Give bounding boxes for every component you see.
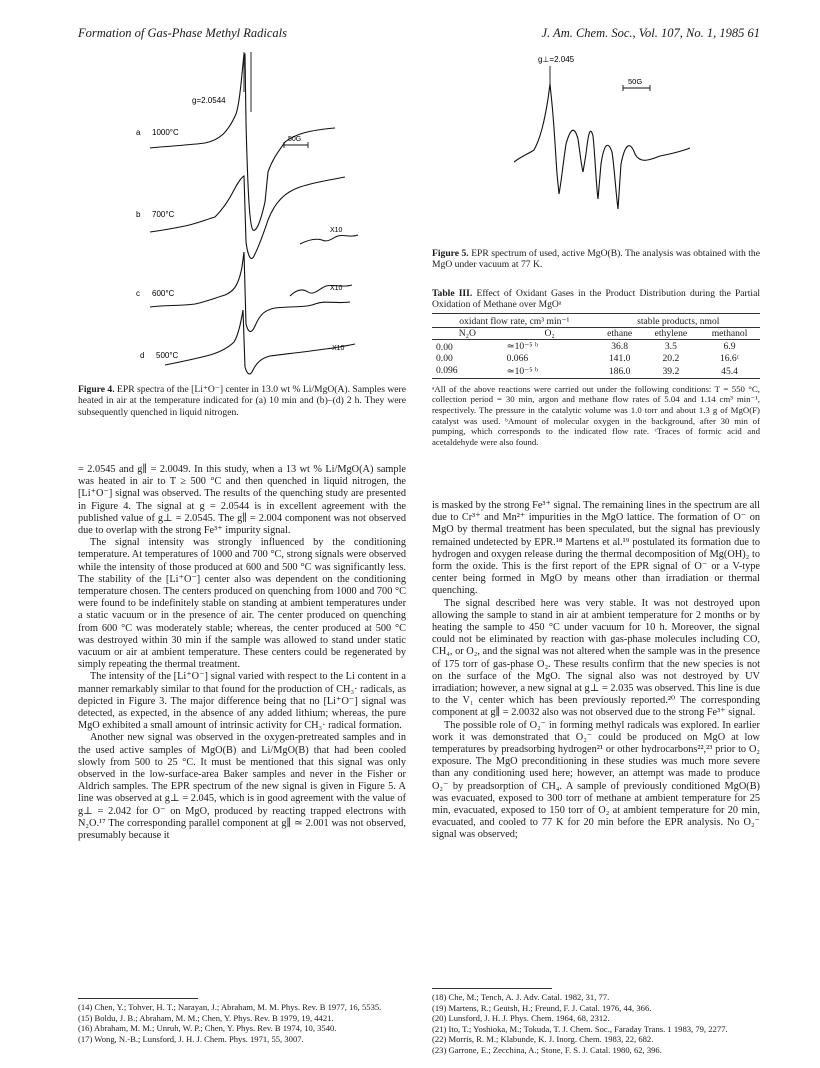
table-cell: 0.00 — [436, 342, 453, 354]
trace-b-x10-line — [300, 235, 358, 244]
trace-b-letter: b — [136, 210, 141, 219]
reference-item: (23) Garrone, E.; Zecchina, A.; Stone, F. S. J. Catal. 1980, 62, 396. — [432, 1044, 662, 1055]
figure-4-epr-spectra — [110, 52, 380, 387]
table-3-header-cell: methanol — [699, 328, 760, 340]
figure-4-caption-label: Figure 4. — [78, 384, 115, 395]
trace-b-temp: 700°C — [152, 210, 175, 219]
trace-d-letter: d — [140, 351, 145, 360]
table-row — [432, 340, 760, 354]
figure-4-caption — [78, 384, 406, 418]
paragraph: = 2.0545 and g∥ = 2.0049. In this study, when a 13 wt % Li/MgO(A) sample was heated in air to T ≥ 500 °C and then quenched in liquid nitrogen, the [Li⁺O⁻] signal was observed. The results of the quenching study are presented in Figure 4. The signal at g = 2.0544 is in excellent agreement with the published value of g⊥ = 2.0545. The g∥ = 2.004 component was not observed due to overlap with the strong Fe³⁺ impurity signal. — [78, 464, 406, 537]
table-3-title-text: Effect of Oxidant Gases in the Product Distribution during the Partial Oxidation of Methane over MgOᵃ — [432, 288, 761, 311]
table-3-grid — [432, 313, 760, 379]
paragraph: The possible role of O₂⁻ in forming methyl radicals was explored. In earlier work it was demonstrated that O₂⁻ could be produced on MgO at low temperatures by preadsorbing hydrogen²¹ or other hydrocarbons²²,²³ prior to O₂ exposure. The MgO preconditioning in these studies was much more severe than any conditioning used here; however, an attempt was made to produce O₂⁻ by preadsorption of CH₄. A sample of previously conditioned MgO(B) was evacuated, exposed to 300 torr of methane at ambient temperature for 25 min, evacuated, exposed to 150 torr of O₂ at ambient temperature for 20 min, evacuated, and cooled to 77 K for 20 min before the EPR analysis. No O₂⁻ signal was observed; — [432, 719, 760, 841]
table-cell: 16.6ᶜ — [719, 353, 740, 365]
trace-a-temp: 1000°C — [152, 128, 179, 137]
trace-a-letter: a — [136, 128, 141, 137]
table-row — [432, 365, 760, 379]
trace-d-line — [165, 310, 355, 374]
figure-5-scale-label: 50G — [628, 77, 643, 86]
table-3-header-cell: N₂O — [432, 328, 503, 340]
footnote-rule-right — [432, 988, 552, 989]
reference-item: (19) Martens, R.; Geutsh, H.; Freund, F. J. Catal. 1976, 44, 366. — [432, 1002, 652, 1013]
trace-a-line — [150, 54, 335, 230]
trace-b-line — [150, 176, 345, 258]
figure-5-epr-spectrum — [500, 44, 700, 244]
table-cell: 20.2 — [662, 353, 680, 365]
paragraph: Another new signal was observed in the oxygen-pretreated samples and in the used active samples of MgO(B) and Li/MgO(B) that had been cooled slowly from 500 to 25 °C. It must be mentioned that this signal was only observed in the low-surface-area Baker samples and never in the Fisher or Aldrich samples. The EPR spectrum of the new signal is given in Figure 5. A line was observed at g⊥ = 2.045, which is in good agreement with the value of g⊥ = 2.042 for O⁻ on MgO, produced by reacting trapped electrons with N₂O.¹⁷ The corresponding parallel component at g∥ ≃ 2.001 was not observed, presumably because it — [78, 732, 406, 842]
table-cell: 141.0 — [608, 353, 631, 365]
table-cell: 0.096 — [432, 365, 503, 379]
trace-d-gain: X10 — [332, 345, 345, 352]
table-3-group-header-oxidant: oxidant flow rate, cm³ min⁻¹ — [432, 313, 597, 327]
table-cell: 36.8 — [611, 341, 629, 353]
right-column-body — [432, 500, 760, 842]
running-header-title: Formation of Gas-Phase Methyl Radicals — [78, 26, 287, 40]
paragraph: The signal intensity was strongly influenced by the conditioning temperature. At temperatures of 1000 and 700 °C, strong signals were observed while the intensity of those produced at 600 and 500 °C was significantly less. The stability of the [Li⁺O⁻] center also was dependent on the conditioning temperature chosen. The centers produced on quenching from 1000 and 700 °C were found to be indefinitely stable on standing at ambient temperatures under a static vacuum or in the presence of air. The center produced on quenching from 600 °C was moderately stable; whereas, the center produced at 500 °C was destroyed within 30 min if the sample was allowed to stand under static vacuum or air at ambient temperature. These centers could be regenerated by simply repeating the thermal treatment. — [78, 537, 406, 671]
table-3-footnote: ᵃAll of the above reactions were carried out under the following conditions: T = 550 °C, collection period = 30 min, argon and methane flow rates of 5.04 and 1.14 cm³ min⁻¹, respectively. The pressure in the catalytic volume was 1.0 torr and about 1.3 g of MgO(F) catalyst was used. ᵇAmount of molecular oxygen in the background, after 30 min of pumping, which corresponds to the indicated flow rate. ᶜTraces of formic acid and acetaldehyde were also found. — [432, 383, 760, 447]
reference-item: (20) Lunsford, J. H. J. Phys. Chem. 1964, 68, 2312. — [432, 1013, 610, 1024]
trace-c-x10-line — [290, 285, 352, 296]
trace-b-gain: X10 — [330, 227, 343, 234]
paragraph: is masked by the strong Fe³⁺ signal. The remaining lines in the spectrum are all due to Cr³⁺ and Mn²⁺ impurities in the MgO lattice. The formation of O⁻ on MgO by thermal treatment has been speculated, but the signal has previously remained undetected by EPR.¹⁸ Martens et al.¹⁹ postulated its formation due to hydrogen and oxygen release during the thermal decomposition of Mg(OH)₂ to form the oxide. This is the first report of the EPR signal of O⁻ or a V-type center being formed in MgO by means other than irradiation or thermal quenching. — [432, 500, 760, 597]
figure-5-caption-text: EPR spectrum of used, active MgO(B). The analysis was obtained with the MgO under vacuum at 77 K. — [432, 248, 760, 271]
reference-item: (15) Boldu, J. B.; Abraham, M. M.; Chen, Y. Phys. Rev. B 1979, 19, 4421. — [78, 1012, 334, 1023]
running-header-journal: J. Am. Chem. Soc., Vol. 107, No. 1, 1985 61 — [541, 26, 760, 40]
table-3-title — [432, 288, 760, 311]
table-cell: ≃10⁻⁵ ᵇ — [506, 341, 538, 353]
table-3-header-cell: O₂ — [503, 328, 597, 340]
table-3-header-cell: ethane — [597, 328, 643, 340]
figure-5-trace-line — [514, 84, 690, 209]
figure-4-caption-text: EPR spectra of the [Li⁺O⁻] center in 13.0 wt % Li/MgO(A). Samples were heated in air at the temperature indicated for (a) 10 min and (b)–(d) 2 h. They were subsequently quenched in liquid nitrogen. — [78, 384, 406, 418]
table-cell: 186.0 — [597, 365, 643, 379]
reference-item: (21) Ito, T.; Yoshioka, M.; Tokuda, T. J. Chem. Soc., Faraday Trans. 1 1983, 79, 2277. — [432, 1023, 728, 1034]
table-3-header-cell: ethylene — [643, 328, 699, 340]
figure-5-g-label: g⊥=2.045 — [538, 55, 575, 64]
g-value-label: g=2.0544 — [192, 96, 226, 105]
reference-item: (14) Chen, Y.; Tohver, H. T.; Narayan, J.; Abraham, M. M. Phys. Rev. B 1977, 16, 5535. — [78, 1002, 382, 1012]
table-cell: 3.5 — [664, 341, 677, 353]
references-right — [432, 992, 760, 1056]
table-cell: 6.9 — [723, 341, 736, 353]
paragraph: The intensity of the [Li⁺O⁻] signal varied with respect to the Li content in a manner remarkably similar to that found for the production of CH₃· radicals, as depicted in Figure 3. The major difference being that no [Li⁺O⁻] signal was detected, as expected, in the absence of any added lithium; whereas, the pure MgO exhibited a small amount of intrinsic activity for CH₃· radical formation. — [78, 671, 406, 732]
paragraph: The signal described here was very stable. It was not destroyed upon allowing the sample to stand in air at ambient temperature for 2 months or by heating the sample to 450 °C under vacuum for 10 h. Moreover, the signal could not be eliminated by reaction with gas-phase molecules including CO, CH₄, or O₂, and the signal was not altered when the sample was in the presence of 175 torr of gas-phase O₂. These results confirm that the new species is not on the surface of the MgO. The signal also was not destroyed by UV irradiation; however, a new signal at g⊥ = 2.035 was observed. This line is due to the V₁ center which has been previously reported.²⁰ The corresponding component at g∥ = 2.0032 also was not observed due to the strong Fe³⁺ signal. — [432, 597, 761, 719]
reference-item: (22) Morris, R. M.; Klabunde, K. J. Inorg. Chem. 1983, 22, 682. — [432, 1034, 654, 1045]
reference-item: (18) Che, M.; Tench, A. J. Adv. Catal. 1982, 31, 77. — [432, 992, 610, 1002]
table-cell: ≃10⁻⁵ ᵇ — [503, 365, 597, 379]
reference-item: (17) Wong, N.-B.; Lunsford, J. H. J. Chem. Phys. 1971, 55, 3007. — [78, 1033, 304, 1044]
trace-d-temp: 500°C — [156, 351, 179, 360]
table-3-group-header-products: stable products, nmol — [597, 313, 760, 327]
trace-c-line — [150, 252, 350, 332]
table-3-title-label: Table III. — [432, 288, 473, 299]
figure-5-caption — [432, 248, 760, 271]
figure-5-caption-label: Figure 5. — [432, 248, 469, 259]
reference-item: (16) Abraham, M. M.; Unruh, W. P.; Chen, Y. Phys. Rev. B 1974, 10, 3540. — [78, 1023, 337, 1034]
footnote-rule-left — [78, 998, 198, 999]
references-left — [78, 1002, 406, 1044]
table-cell: 45.4 — [699, 365, 760, 379]
table-cell: 0.00 — [436, 353, 453, 365]
trace-c-gain: X10 — [330, 285, 343, 292]
table-3 — [432, 288, 760, 447]
table-cell: 0.066 — [506, 353, 529, 365]
table-row — [432, 353, 760, 364]
trace-c-letter: c — [136, 289, 140, 298]
table-cell: 39.2 — [643, 365, 699, 379]
trace-c-temp: 600°C — [152, 289, 175, 298]
left-column-body — [78, 464, 406, 842]
scale-bar-label: 50G — [288, 136, 302, 143]
